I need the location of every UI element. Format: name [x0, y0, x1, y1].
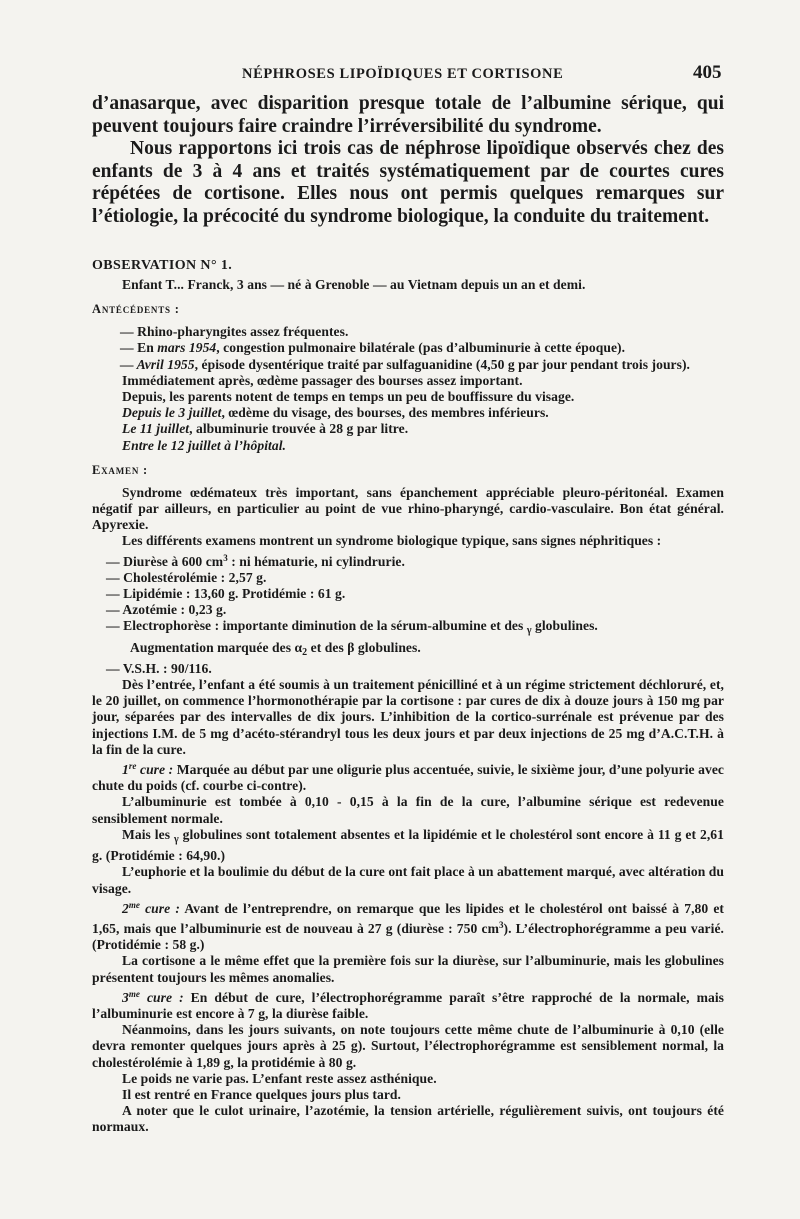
patient-line: Enfant T... Franck, 3 ans — né à Grenoble — au Vietnam depuis un an et demi.: [122, 277, 586, 292]
observation-heading: OBSERVATION N° 1.: [92, 258, 233, 273]
examen-heading: Examen :: [92, 462, 149, 477]
treatment-paragraph: Il est rentré en France quelques jours plus tard.: [122, 1086, 401, 1102]
antecedent-item: — Avril 1955, épisode dysentérique traité par sulfaguanidine (4,50 g par jour pendant trois jours).: [120, 356, 691, 372]
lab-item: — Electrophorèse : importante diminution de la sérum-albumine et des $_\gamma$ globulines.: [106, 618, 598, 637]
examen-paragraph: Les différents examens montrent un syndrome biologique typique, sans signes néphritiques :: [122, 533, 662, 549]
antecedent-line: Entre le 12 juillet à l’hôpital.: [122, 437, 286, 453]
treatment-paragraph: La cortisone a le même effet que la première fois sur la diurèse, sur l’albuminurie, mais les globulines présentent toujours les mêmes anomalies.: [92, 953, 724, 985]
cure-2-paragraph: $2^{me}$ cure : Avant de l’entreprendre, on remarque que les lipides et le cholestérol ont baissé à 7,80 et 1,65, mais que l’albuminurie est de nouveau à 27 g (diurèse : 750 $cm^3$). L’électrophorégramme a peu varié. (Protidémie : 58 g.): [92, 899, 725, 953]
lab-item: — Azotémie : 0,23 g.: [106, 602, 227, 618]
antecedents-heading: Antécédents :: [92, 302, 180, 317]
lab-item: — Lipidémie : 13,60 g. Protidémie : 61 g.: [106, 586, 346, 602]
treatment-paragraph: L’euphorie et la boulimie du début de la cure ont fait place à un abattement marqué, avec altération du visage.: [92, 864, 724, 896]
treatment-paragraph: Néanmoins, dans les jours suivants, on note toujours cette même chute de l’albuminurie à 0,10 (elle devra remonter quelques jours après à 25 g). Surtout, l’électrophorégramme est sensiblement normal, la cholestérolémie à 1,89 g, la protidémie à 80 g.: [92, 1022, 724, 1070]
intro-paragraph-2: Nous rapportons ici trois cas de néphrose lipoïdique observés chez des enfants de 3 à 4 ans et traités systématiquement par de courtes cures répétées de cortisone. Elles nous ont permis quelques remarques sur l’étiologie, la précocité du syndrome biologique, la conduite du traitement.: [92, 138, 724, 227]
cure-3-paragraph: $3^{me}$ cure : En début de cure, l’électrophorégramme paraît s’être rapproché de la normale, mais l’albuminurie est encore à 7 g, la diurèse faible.: [92, 988, 725, 1021]
antecedent-line: Depuis, les parents notent de temps en temps un peu de bouffissure du visage.: [122, 389, 575, 405]
antecedent-line: Le 11 juillet, albuminurie trouvée à 28 g par litre.: [122, 421, 409, 437]
antecedent-item: — En mars 1954, congestion pulmonaire bilatérale (pas d’albuminurie à cette époque).: [120, 340, 626, 356]
treatment-paragraph: A noter que le culot urinaire, l’azotémie, la tension artérielle, régulièrement suivis, ont toujours été normaux.: [92, 1103, 724, 1135]
examen-paragraph: Syndrome œdémateux très important, sans épanchement appréciable pleuro-péritonéal. Examen négatif par ailleurs, en particulier au point de vue rhino-pharyngé, cardio-vasculaire. Bon état général. Apyrexie.: [92, 484, 724, 533]
cure-1-paragraph: 1re cure : Marquée au début par une oligurie plus accentuée, suivie, le sixième jour, d’une polyurie avec chute du poids (cf. courbe ci-contre).: [92, 761, 724, 794]
lab-item: — V.S.H. : 90/116.: [106, 660, 212, 676]
antecedent-item: — Rhino-pharyngites assez fréquentes.: [120, 324, 349, 340]
antecedent-line: Immédiatement après, œdème passager des bourses assez important.: [122, 372, 523, 388]
observation-section: [92, 258, 724, 1136]
lab-item: — Diurèse à 600 $cm^3$ : ni hématurie, ni cylindrurie.: [106, 552, 405, 569]
treatment-paragraph: Mais les $_\gamma$ globulines sont totalement absentes et la lipidémie et le cholestérol sont encore à 11 g et 2,61 g. (Protidémie : 64,90.): [92, 826, 724, 864]
lab-item-continuation: Augmentation marquée des $\alpha_2$ et des β globulines.: [130, 639, 421, 658]
running-title: NÉPHROSES LIPOÏDIQUES ET CORTISONE: [242, 66, 564, 82]
page-number: 405: [693, 62, 722, 83]
treatment-paragraph: Dès l’entrée, l’enfant a été soumis à un traitement pénicilliné et à un régime strictement déchloruré, et, le 20 juillet, on commence l’hormonothérapie par la cortisone : par cures de dix à douze jours à 150 mg par jour, séparées par des intervalles de dix jours. L’inhibition de la cortico-surrénale est prévenue par des injections I.M. de 5 mg d’acéto-stérandryl tous les deux jours et par deux injections de 25 mg d’A.C.T.H. à la fin de la cure.: [92, 677, 724, 757]
treatment-paragraph: Le poids ne varie pas. L’enfant reste assez asthénique.: [122, 1070, 437, 1086]
intro-section: [92, 93, 724, 228]
treatment-paragraph: L’albuminurie est tombée à 0,10 - 0,15 à la fin de la cure, l’albumine sérique est redevenue sensiblement normale.: [92, 794, 724, 826]
intro-paragraph-1: d’anasarque, avec disparition presque totale de l’albumine sérique, qui peuvent toujours faire craindre l’irréversibilité du syndrome.: [92, 93, 724, 137]
antecedent-line: Depuis le 3 juillet, œdème du visage, des bourses, des membres inférieurs.: [122, 405, 549, 421]
page-header: [0, 62, 800, 86]
lab-item: — Cholestérolémie : 2,57 g.: [106, 569, 267, 585]
